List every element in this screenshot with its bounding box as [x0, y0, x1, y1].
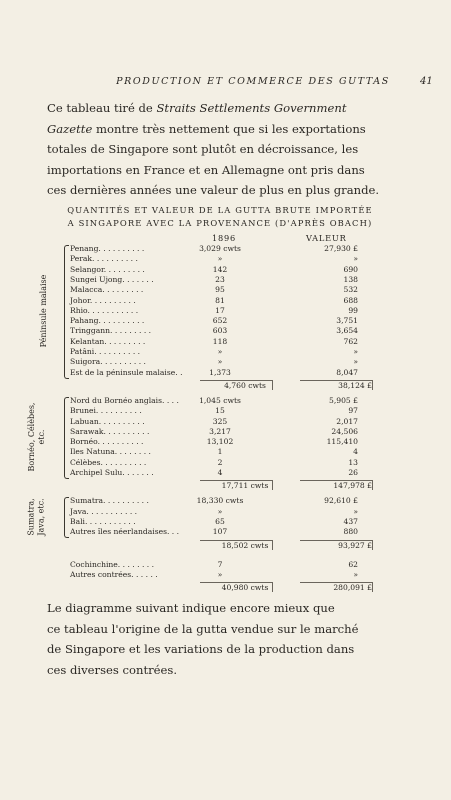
row-label: Est de la péninsule malaise. . [70, 367, 183, 377]
row-quantity: 2 [217, 457, 223, 467]
row-value: 3,751 [336, 316, 358, 326]
subtotal-row [0, 381, 451, 393]
row-quantity: » [217, 347, 223, 356]
row-label: Tringgann. . . . . . . . . [70, 326, 152, 336]
closing-line: Le diagramme suivant indique encore mieux que [47, 601, 335, 615]
subtotal-value: 93,927 £ [338, 540, 372, 550]
subtotal-row [0, 481, 451, 493]
row-label: Archipel Sulu. . . . . . . [70, 468, 154, 477]
subtotal-quantity: 4,760 cwts [224, 380, 266, 390]
row-value: 115,410 [326, 437, 358, 447]
intro-line: totales de Singapore sont plutôt en décroissance, les [47, 142, 359, 156]
row-quantity: 3,029 cwts [199, 244, 241, 253]
total-value: 280,091 £ [333, 583, 372, 593]
row-value: » [353, 506, 358, 516]
row-value: 880 [343, 527, 358, 537]
row-label: Brunei. . . . . . . . . . [70, 406, 142, 416]
group-brace [64, 245, 69, 379]
total-row [0, 583, 451, 595]
row-quantity: 118 [212, 336, 228, 346]
row-quantity: 1,373 [209, 367, 231, 377]
row-quantity: 142 [212, 264, 228, 274]
row-value: 92,610 £ [324, 496, 358, 506]
closing-paragraph [47, 598, 387, 680]
intro-line: importations en France et en Allemagne ont pris dans [47, 162, 365, 177]
row-quantity: 17 [215, 305, 225, 315]
table-row [0, 570, 451, 580]
row-label: Java. . . . . . . . . . . [70, 506, 138, 516]
row-value: 688 [343, 295, 358, 305]
row-label: Cochinchine. . . . . . . . [70, 559, 155, 569]
subtotal-value: 38,124 £ [338, 380, 372, 390]
row-value: 690 [343, 264, 358, 274]
row-quantity: » [217, 569, 223, 579]
row-quantity: 13,102 [206, 437, 234, 447]
row-quantity: 81 [215, 295, 225, 305]
page-number: 41 [420, 76, 433, 87]
row-label: Célèbes. . . . . . . . . . [70, 457, 147, 467]
row-quantity: 23 [215, 274, 225, 284]
row-value: » [353, 347, 358, 356]
subtotal-quantity: 18,502 cwts [221, 540, 269, 550]
row-quantity: » [217, 506, 223, 516]
row-value: » [353, 254, 358, 264]
subtotal-row [0, 541, 451, 553]
table-row [0, 560, 451, 570]
row-label: Autres îles néerlandaises. . . [70, 527, 180, 537]
running-title: PRODUCTION ET COMMERCE DES GUTTAS [116, 76, 390, 87]
row-label: Malacca. . . . . . . . . [70, 285, 144, 295]
intro-line: ces dernières années une valeur de plus en plus grande. [47, 183, 380, 197]
row-value: » [353, 569, 358, 579]
total-quantity: 40,980 cwts [221, 583, 269, 593]
row-value: 3,654 [336, 326, 358, 336]
row-value: 138 [343, 274, 358, 284]
row-label: Bali. . . . . . . . . . . [70, 516, 136, 526]
row-label: Bornéo. . . . . . . . . . [70, 437, 144, 447]
row-label: Penang. . . . . . . . . . [70, 244, 145, 253]
row-quantity: 603 [212, 326, 228, 336]
subtotal-quantity: 17,711 cwts [221, 481, 269, 491]
row-label: Perak. . . . . . . . . . [70, 254, 138, 264]
region-label: Sumatra, Java, etc. [26, 498, 46, 536]
row-quantity: 1,045 cwts [199, 395, 241, 405]
region-label: Bornéo, Célèbes, etc. [27, 402, 47, 472]
table-title-line-1: QUANTITÉS ET VALEUR DE LA GUTTA BRUTE IMPORTÉE [67, 205, 373, 215]
row-value: 27,930 £ [324, 244, 358, 253]
row-label: Johor. . . . . . . . . . [70, 295, 136, 305]
row-quantity: 15 [215, 406, 225, 416]
group-brace [64, 497, 69, 538]
closing-line: ces diverses contrées. [47, 662, 178, 677]
row-label: Sarawak. . . . . . . . . . [70, 426, 150, 436]
row-quantity: 1 [217, 447, 223, 457]
row-value: 4 [353, 447, 358, 457]
row-label: Patâni. . . . . . . . . . [70, 347, 141, 356]
row-label: Autres contrées. . . . . . [70, 569, 158, 579]
row-value: 2,017 [336, 416, 358, 426]
row-label: Rhio. . . . . . . . . . . [70, 305, 139, 315]
row-value: 762 [343, 336, 358, 346]
row-quantity: 4 [217, 468, 223, 477]
row-value: 24,506 [331, 426, 358, 436]
row-label: Labuan. . . . . . . . . . [70, 416, 145, 426]
intro-line: Gazette montre très nettement que si les exportations [47, 121, 366, 136]
row-quantity: 107 [212, 527, 228, 537]
row-quantity: » [217, 254, 223, 264]
row-quantity: 18,330 cwts [196, 496, 244, 506]
closing-line: ce tableau l'origine de la gutta vendue sur le marché [47, 621, 359, 636]
row-quantity: 65 [215, 516, 225, 526]
group-brace [64, 397, 69, 479]
row-quantity: 652 [212, 316, 228, 326]
row-value: 62 [348, 559, 358, 569]
row-label: Sungei Ujong. . . . . . . [70, 274, 154, 284]
row-label: Suigora. . . . . . . . . . [70, 357, 146, 367]
row-label: Pahang. . . . . . . . . . [70, 316, 145, 326]
row-value: 5,905 £ [329, 395, 358, 405]
row-label: Sumatra. . . . . . . . . . [70, 496, 149, 506]
row-value: 532 [343, 285, 358, 295]
row-label: Selangor. . . . . . . . . [70, 264, 145, 274]
row-value: 99 [348, 305, 358, 315]
row-label: Kelantan. . . . . . . . . [70, 336, 146, 346]
subtotal-value: 147,978 £ [333, 481, 372, 491]
intro-paragraph [47, 98, 387, 201]
column-header-year: 1896 [212, 233, 237, 243]
row-value: » [353, 357, 358, 367]
row-quantity: 325 [212, 416, 228, 426]
row-value: 13 [348, 457, 358, 467]
row-value: 26 [348, 468, 358, 477]
table-title-line-2: A SINGAPORE AVEC LA PROVENANCE (D'APRÈS OBACH) [67, 218, 373, 228]
row-quantity: » [217, 357, 223, 367]
row-value: 97 [348, 406, 358, 416]
column-header-value: VALEUR [306, 233, 347, 243]
row-label: Nord du Bornéo anglais. . . . [70, 395, 179, 405]
region-label: Péninsule malaise [39, 274, 49, 348]
row-quantity: 95 [215, 285, 225, 295]
row-quantity: 3,217 [209, 426, 231, 436]
row-value: 437 [343, 516, 358, 526]
intro-line: Ce tableau tiré de Straits Settlements Government [47, 101, 347, 115]
row-label: Iles Natuna. . . . . . . . [70, 447, 151, 457]
row-value: 8,047 [336, 367, 358, 377]
row-quantity: 7 [217, 559, 223, 569]
closing-line: de Singapore et les variations de la production dans [47, 642, 355, 656]
